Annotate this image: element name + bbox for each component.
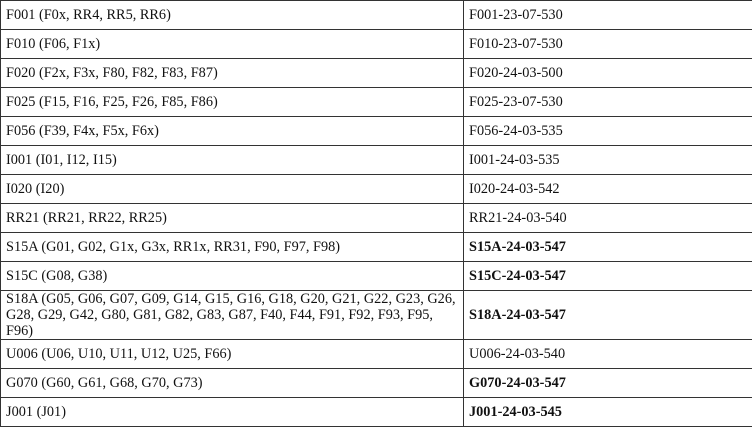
version-cell: F025-23-07-530 bbox=[464, 88, 752, 117]
version-cell: I020-24-03-542 bbox=[464, 175, 752, 204]
table-row bbox=[1, 175, 752, 204]
table-row bbox=[1, 30, 752, 59]
model-group-cell: I020 (I20) bbox=[1, 175, 464, 204]
model-group-cell: J001 (J01) bbox=[1, 398, 464, 427]
table-row bbox=[1, 398, 752, 427]
version-cell: S15C-24-03-547 bbox=[464, 262, 752, 291]
table-row bbox=[1, 291, 752, 340]
version-cell: F056-24-03-535 bbox=[464, 117, 752, 146]
model-group-cell: F010 (F06, F1x) bbox=[1, 30, 464, 59]
version-cell: I001-24-03-535 bbox=[464, 146, 752, 175]
table-row bbox=[1, 233, 752, 262]
table-row bbox=[1, 369, 752, 398]
model-group-cell: F001 (F0x, RR4, RR5, RR6) bbox=[1, 1, 464, 30]
version-cell: G070-24-03-547 bbox=[464, 369, 752, 398]
table-row bbox=[1, 204, 752, 233]
table-row bbox=[1, 146, 752, 175]
table-row bbox=[1, 1, 752, 30]
table-row bbox=[1, 59, 752, 88]
model-group-cell: S18A (G05, G06, G07, G09, G14, G15, G16, G18, G20, G21, G22, G23, G26, G28, G29, G42, G80, G81, G82, G83, G87, F40, F44, F91, F92, F93, F95, F96) bbox=[1, 291, 464, 340]
table-row bbox=[1, 117, 752, 146]
table-row bbox=[1, 262, 752, 291]
model-group-cell: F025 (F15, F16, F25, F26, F85, F86) bbox=[1, 88, 464, 117]
version-cell: RR21-24-03-540 bbox=[464, 204, 752, 233]
version-cell: F010-23-07-530 bbox=[464, 30, 752, 59]
model-group-cell: F020 (F2x, F3x, F80, F82, F83, F87) bbox=[1, 59, 464, 88]
version-cell: F020-24-03-500 bbox=[464, 59, 752, 88]
model-group-cell: S15C (G08, G38) bbox=[1, 262, 464, 291]
model-group-cell: RR21 (RR21, RR22, RR25) bbox=[1, 204, 464, 233]
model-group-cell: I001 (I01, I12, I15) bbox=[1, 146, 464, 175]
model-group-cell: F056 (F39, F4x, F5x, F6x) bbox=[1, 117, 464, 146]
model-group-cell: G070 (G60, G61, G68, G70, G73) bbox=[1, 369, 464, 398]
version-cell: U006-24-03-540 bbox=[464, 340, 752, 369]
model-group-cell: U006 (U06, U10, U11, U12, U25, F66) bbox=[1, 340, 464, 369]
table-row bbox=[1, 88, 752, 117]
version-cell: F001-23-07-530 bbox=[464, 1, 752, 30]
table-row bbox=[1, 340, 752, 369]
version-cell: S18A-24-03-547 bbox=[464, 291, 752, 340]
model-group-cell: S15A (G01, G02, G1x, G3x, RR1x, RR31, F90, F97, F98) bbox=[1, 233, 464, 262]
version-cell: J001-24-03-545 bbox=[464, 398, 752, 427]
version-cell: S15A-24-03-547 bbox=[464, 233, 752, 262]
